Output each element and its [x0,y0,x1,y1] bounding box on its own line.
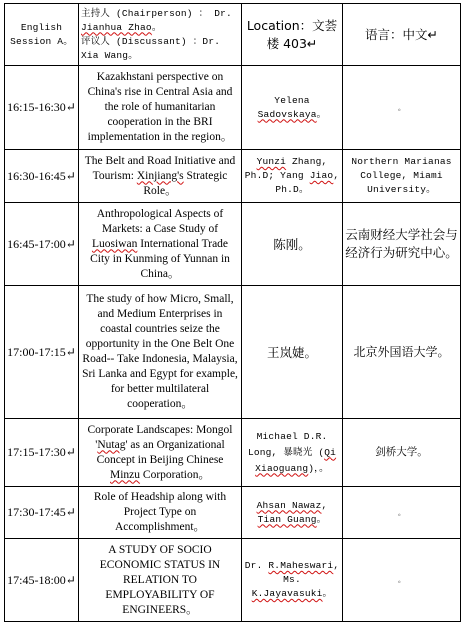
paper-title [79,419,242,487]
presenter [242,203,343,286]
location-text: Location：文荟楼 403↵ [246,17,338,51]
paper-title-end: Strategic Role。 [143,169,228,197]
affiliation [343,286,461,419]
paper-title-text: The study of how Micro, Small, and Medium Enterprises in coastal countries seize the opportunity in the One Belt One Road-- Take Indonesia, Malaysia, Sri Lanka and Egypt for example, for better multilateral cooperation。 [82,293,238,410]
presenter-text: Zhang, Ph.D; Yang [244,156,328,181]
presenter-end: 。 [316,108,327,120]
time-slot [5,66,79,150]
paper-title-term: Xinjiang's [136,169,184,182]
presenter-end: 。 [316,513,327,525]
paper-title-text: ' as an Organizational Concept in Beijing Chinese [96,438,225,466]
time-slot-text: 17:45-18:00↵ [7,572,76,587]
presenter-name: Qi Xiaoguang [255,446,337,474]
time-slot [5,203,79,286]
paper-title-end: International Trade City in Kunming of Yunnan in China。 [90,237,230,280]
chairperson-label: 主持人 (Chairperson) ： Dr. [81,7,232,19]
presenter-end: 。 [322,588,333,599]
presenter-end: , Ph.D。 [275,170,340,195]
affiliation-text: 云南财经大学社会与经济行为研究中心。 [345,227,458,260]
presenter-name: Yunzi [256,156,287,167]
presenter-text: Dr. [244,560,269,571]
affiliation-text: 。 [398,103,405,112]
paper-title-term: Nutag [97,438,126,451]
presenter [242,66,343,150]
paper-title [79,66,242,150]
paper-title [79,286,242,419]
language-text: 语言：中文↵ [365,27,438,42]
time-slot-text: 16:15-16:30↵ [7,100,76,114]
paper-title-text: The Belt and Road Initiative and Tourism: [84,154,236,182]
time-slot-text: 16:30-16:45↵ [7,168,76,183]
affiliation-text: Northern Marianas College, Miami University。 [351,156,452,195]
table-row [5,203,461,286]
paper-title-text: Corporate Landscapes: Mongol ' [87,423,233,451]
affiliation-text: 。 [398,576,405,584]
affiliation-text: 剑桥大学。 [375,446,428,458]
paper-title-text: Anthropological Aspects of Markets: a Case Study of [96,207,224,235]
session-name: English Session A。 [10,21,73,47]
affiliation [343,419,461,487]
affiliation [343,487,461,539]
paper-title [79,150,242,203]
table-row [5,539,461,622]
header-row [5,4,461,66]
table-row [5,487,461,539]
session-schedule-table [4,3,461,622]
table-row [5,150,461,203]
presenter-name: Sadovskaya [257,108,317,120]
affiliation-text: 北京外国语大学。 [353,344,450,359]
affiliation-text: 。 [398,508,405,517]
affiliation [343,539,461,622]
chairperson-name: Jianhua Zhao [81,21,152,33]
presenter [242,286,343,419]
table-row [5,66,461,150]
time-slot [5,539,79,622]
paper-title-term: Minzu [110,468,141,481]
chairperson-end: 。 [151,21,162,33]
time-slot-text: 16:45-17:00↵ [7,236,76,251]
paper-title-end: Corporation。 [140,468,210,481]
affiliation [343,203,461,286]
presenter [242,150,343,203]
presenter [242,539,343,622]
time-slot-text: 17:15-17:30↵ [7,445,76,459]
presenter-name: Ahsan Nawaz [256,499,322,511]
time-slot [5,286,79,419]
presenter-text: , Ms. [283,560,340,585]
paper-title [79,539,242,622]
paper-title-text: Kazakhstani perspective on China's rise in Central Asia and the role of humanitarian cooperation in the BRI implementation in the region。 [87,71,233,143]
presenter-name: K.Jayavasuki [251,588,323,599]
table-row [5,419,461,487]
presenter-name: R.Maheswari [268,560,334,571]
presenter-text: , [321,499,328,511]
presenter-name: Tian Guang [257,513,317,525]
session-name-cell [5,4,79,66]
paper-title-term: Luosiwan [91,237,138,250]
presenter-name: Jiao [309,170,334,181]
language-cell [343,4,461,66]
paper-title-text: A STUDY OF SOCIO ECONOMIC STATUS IN RELATION TO EMPLOYABILITY OF ENGINEERS。 [99,543,221,616]
presenter-text: 王岚婕。 [266,344,317,360]
table-row [5,286,461,419]
paper-title-text: Role of Headship along with Project Type on Accomplishment。 [93,491,227,533]
presenter-text: Michael D.R. Long, 暴晓光 ( [247,430,328,458]
chair-cell [79,4,242,66]
presenter-text: 陈刚。 [273,236,311,252]
time-slot [5,150,79,203]
location-cell [242,4,343,66]
time-slot-text: 17:30-17:45↵ [7,505,76,519]
time-slot [5,487,79,539]
paper-title [79,203,242,286]
presenter-text: Yelena [274,94,310,106]
presenter [242,487,343,539]
schedule-sheet [4,3,461,622]
time-slot [5,419,79,487]
affiliation [343,66,461,150]
paper-title [79,487,242,539]
discussant-label: 评议人 (Discussant) ：Dr. Xia Wang。 [81,35,221,61]
time-slot-text: 17:00-17:15↵ [7,344,76,359]
presenter [242,419,343,487]
presenter-end: )，。 [308,462,329,474]
affiliation [343,150,461,203]
